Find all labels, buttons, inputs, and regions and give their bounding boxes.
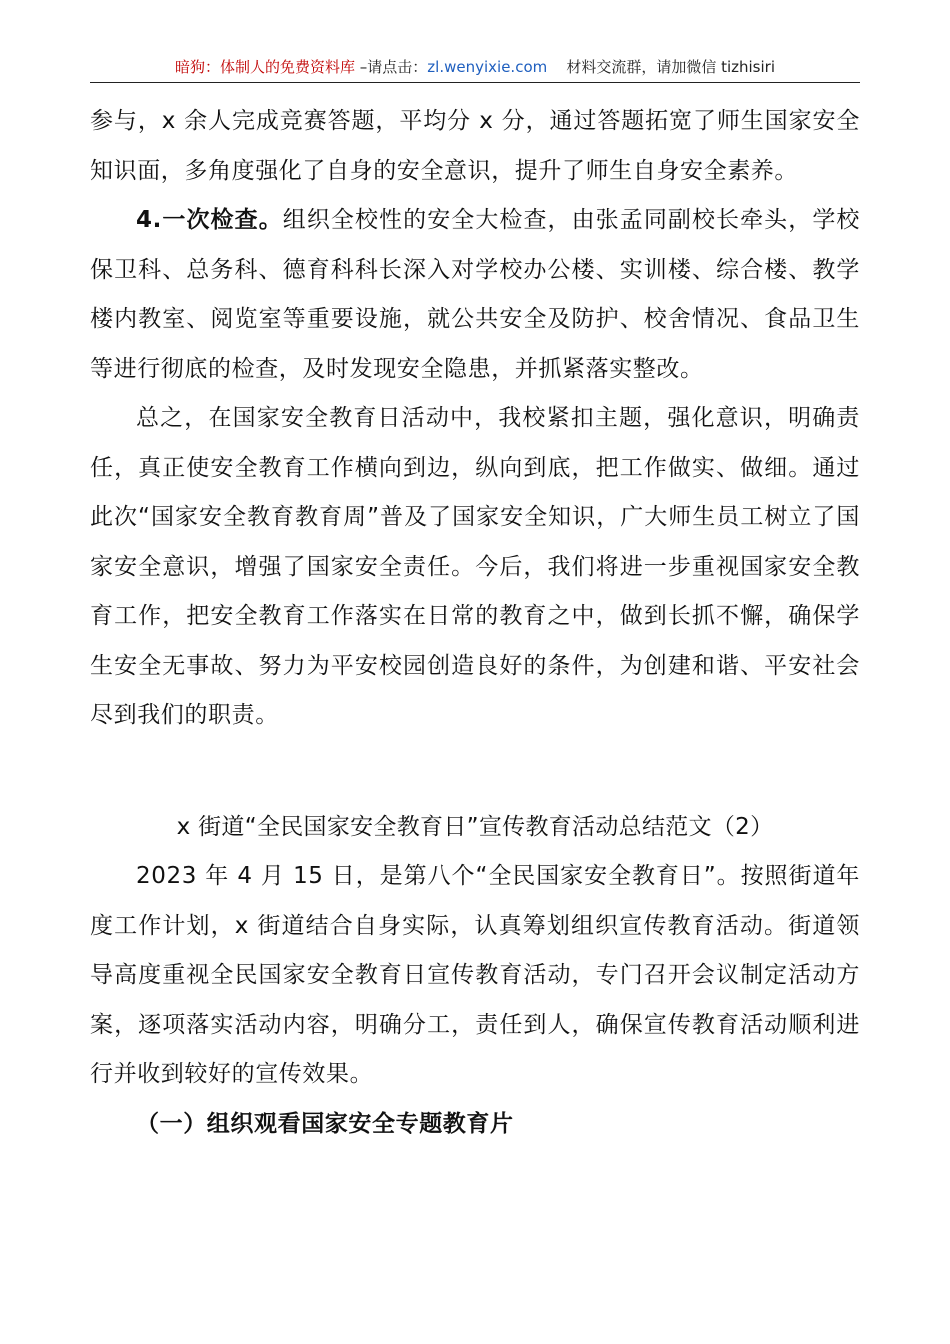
document-body <box>90 97 860 1149</box>
page-header <box>90 52 860 83</box>
subsection-heading-1: （一）组织观看国家安全专题教育片 <box>136 1110 514 1137</box>
paragraph-2-heading: 4.一次检查。 <box>136 207 283 233</box>
header-site-name: 暗狗：体制人的免费资料库 <box>175 58 356 76</box>
paragraph-2 <box>90 196 860 394</box>
paragraph-3: 总之，在国家安全教育日活动中，我校紧扣主题，强化意识，明确责任，真正使安全教育工作横向到边，纵向到底，把工作做实、做细。通过此次“国家安全教育教育周”普及了国家安全知识，广大师生员工树立了国家安全意识，增强了国家安全责任。今后，我们将进一步重视国家安全教育工作，把安全教育工作落实在日常的教育之中，做到长抓不懈，确保学生安全无事故、努力为平安校园创造良好的条件，为创建和谐、平安社会尽到我们的职责。 <box>90 405 860 728</box>
header-url-link[interactable]: zl.wenyixie.com <box>427 58 548 76</box>
paragraph-2-body: 组织全校性的安全大检查，由张孟同副校长牵头，学校保卫科、总务科、德育科科长深入对学校办公楼、实训楼、综合楼、教学楼内教室、阅览室等重要设施，就公共安全及防护、校舍情况、食品卫生等进行彻底的检查，及时发现安全隐患，并抓紧落实整改。 <box>90 207 860 382</box>
header-group-note: 材料交流群，请加微信 tizhisiri <box>566 58 775 76</box>
section-title: x 街道“全民国家安全教育日”宣传教育活动总结范文（2） <box>176 813 774 840</box>
paragraph-1: 参与，x 余人完成竞赛答题，平均分 x 分，通过答题拓宽了师生国家安全知识面，多角度强化了自身的安全意识，提升了师生自身安全素养。 <box>90 108 860 184</box>
paragraph-4: 2023 年 4 月 15 日，是第八个“全民国家安全教育日”。按照街道年度工作计划，x 街道结合自身实际，认真筹划组织宣传教育活动。街道领导高度重视全民国家安全教育日宣传教育活动，专门召开会议制定活动方案，逐项落实活动内容，明确分工，责任到人，确保宣传教育活动顺利进行并收到较好的宣传效果。 <box>90 863 860 1087</box>
header-prompt: –请点击： <box>355 58 428 76</box>
